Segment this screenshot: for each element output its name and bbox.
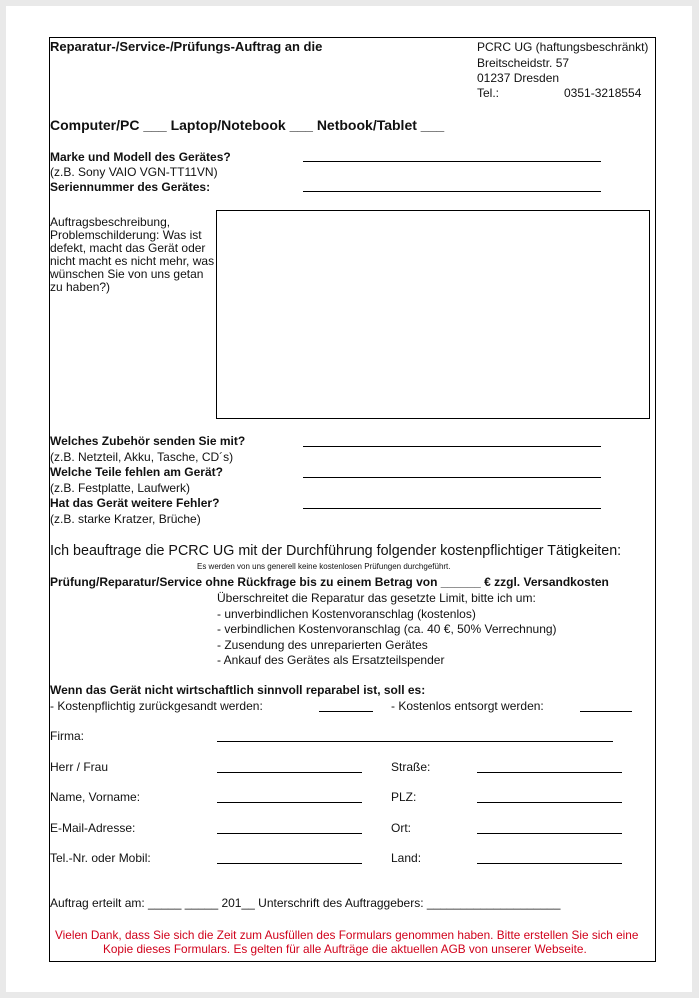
footer-terms: Kopie dieses Formulars. Es gelten für alle Aufträge die aktuellen AGB von unserer Webseite. bbox=[103, 942, 587, 956]
company-tel-value: 0351-3218554 bbox=[564, 86, 642, 100]
uneconomic-heading: Wenn das Gerät nicht wirtschaftlich sinnvoll reparabel ist, soll es: bbox=[50, 683, 426, 697]
signature-line[interactable]: Auftrag erteilt am: _____ _____ 201__ Unterschrift des Auftraggebers: ____________________ bbox=[50, 896, 561, 910]
exceed-option[interactable]: - Zusendung des unreparierten Gerätes bbox=[217, 638, 428, 652]
company-city: 01237 Dresden bbox=[477, 71, 560, 85]
other-defects-hint: (z.B. starke Kratzer, Brüche) bbox=[50, 512, 201, 526]
return-option-field[interactable] bbox=[319, 711, 373, 712]
exceed-statement: Überschreitet die Reparatur das gesetzte Limit, bitte ich um: bbox=[217, 591, 536, 605]
order-note: Es werden von uns generell keine kostenlosen Prüfungen durchgeführt. bbox=[197, 562, 451, 571]
other-defects-question: Hat das Gerät weitere Fehler? bbox=[50, 496, 220, 510]
description-line: defekt, macht das Gerät oder bbox=[50, 241, 206, 255]
description-line: Problemschilderung: Was ist bbox=[50, 228, 202, 242]
street-field[interactable] bbox=[477, 772, 622, 773]
description-line: Auftragsbeschreibung, bbox=[50, 215, 171, 229]
model-label: Marke und Modell des Gerätes? bbox=[50, 150, 231, 164]
city-label: Ort: bbox=[391, 821, 411, 835]
device-type-options: Computer/PC ___ Laptop/Notebook ___ Netbook/Tablet ___ bbox=[50, 117, 445, 133]
country-field[interactable] bbox=[477, 863, 622, 864]
company-tel-label: Tel.: bbox=[477, 86, 500, 100]
missing-parts-field[interactable] bbox=[303, 477, 601, 478]
email-label: E-Mail-Adresse: bbox=[50, 821, 136, 835]
accessories-question: Welches Zubehör senden Sie mit? bbox=[50, 434, 246, 448]
description-line: zu haben?) bbox=[50, 280, 111, 294]
exceed-option[interactable]: - unverbindlichen Kostenvoranschlag (kostenlos) bbox=[217, 607, 476, 621]
exceed-option[interactable]: - Ankauf des Gerätes als Ersatzteilspender bbox=[217, 653, 445, 667]
accessories-hint: (z.B. Netzteil, Akku, Tasche, CD´s) bbox=[50, 450, 234, 464]
model-hint: (z.B. Sony VAIO VGN-TT11VN) bbox=[50, 165, 218, 179]
phone-label: Tel.-Nr. oder Mobil: bbox=[50, 851, 151, 865]
country-label: Land: bbox=[391, 851, 422, 865]
firma-label: Firma: bbox=[50, 729, 84, 743]
zip-label: PLZ: bbox=[391, 790, 417, 804]
return-option-label: - Kostenpflichtig zurückgesandt werden: bbox=[50, 699, 263, 713]
email-field[interactable] bbox=[217, 833, 362, 834]
salutation-label: Herr / Frau bbox=[50, 760, 109, 774]
firma-field[interactable] bbox=[217, 741, 613, 742]
street-label: Straße: bbox=[391, 760, 431, 774]
missing-parts-question: Welche Teile fehlen am Gerät? bbox=[50, 465, 223, 479]
exceed-option[interactable]: - verbindlichen Kostenvoranschlag (ca. 40 €, 50% Verrechnung) bbox=[217, 622, 557, 636]
order-heading: Ich beauftrage die PCRC UG mit der Durchführung folgender kostenpflichtiger Tätigkeiten: bbox=[50, 543, 622, 559]
salutation-field[interactable] bbox=[217, 772, 362, 773]
model-field[interactable] bbox=[303, 161, 601, 162]
city-field[interactable] bbox=[477, 833, 622, 834]
phone-field[interactable] bbox=[217, 863, 362, 864]
serial-label: Seriennummer des Gerätes: bbox=[50, 180, 211, 194]
dispose-option-label: - Kostenlos entsorgt werden: bbox=[391, 699, 544, 713]
description-line: wünschen Sie von uns getan bbox=[50, 267, 204, 281]
footer-thanks: Vielen Dank, dass Sie sich die Zeit zum Ausfüllen des Formulars genommen haben. Bitte erstellen Sie sich eine bbox=[55, 928, 639, 942]
other-defects-field[interactable] bbox=[303, 508, 601, 509]
missing-parts-hint: (z.B. Festplatte, Laufwerk) bbox=[50, 481, 191, 495]
description-textarea[interactable] bbox=[216, 210, 650, 419]
dispose-option-field[interactable] bbox=[580, 711, 632, 712]
limit-statement: Prüfung/Reparatur/Service ohne Rückfrage bis zu einem Betrag von ______ € zzgl. Versandkosten bbox=[50, 575, 609, 589]
name-field[interactable] bbox=[217, 802, 362, 803]
description-line: nicht macht es nicht mehr, was bbox=[50, 254, 215, 268]
form-title: Reparatur-/Service-/Prüfungs-Auftrag an die bbox=[50, 39, 323, 54]
serial-field[interactable] bbox=[303, 191, 601, 192]
zip-field[interactable] bbox=[477, 802, 622, 803]
company-street: Breitscheidstr. 57 bbox=[477, 56, 570, 70]
accessories-field[interactable] bbox=[303, 446, 601, 447]
name-label: Name, Vorname: bbox=[50, 790, 141, 804]
company-name: PCRC UG (haftungsbeschränkt) bbox=[477, 40, 649, 54]
